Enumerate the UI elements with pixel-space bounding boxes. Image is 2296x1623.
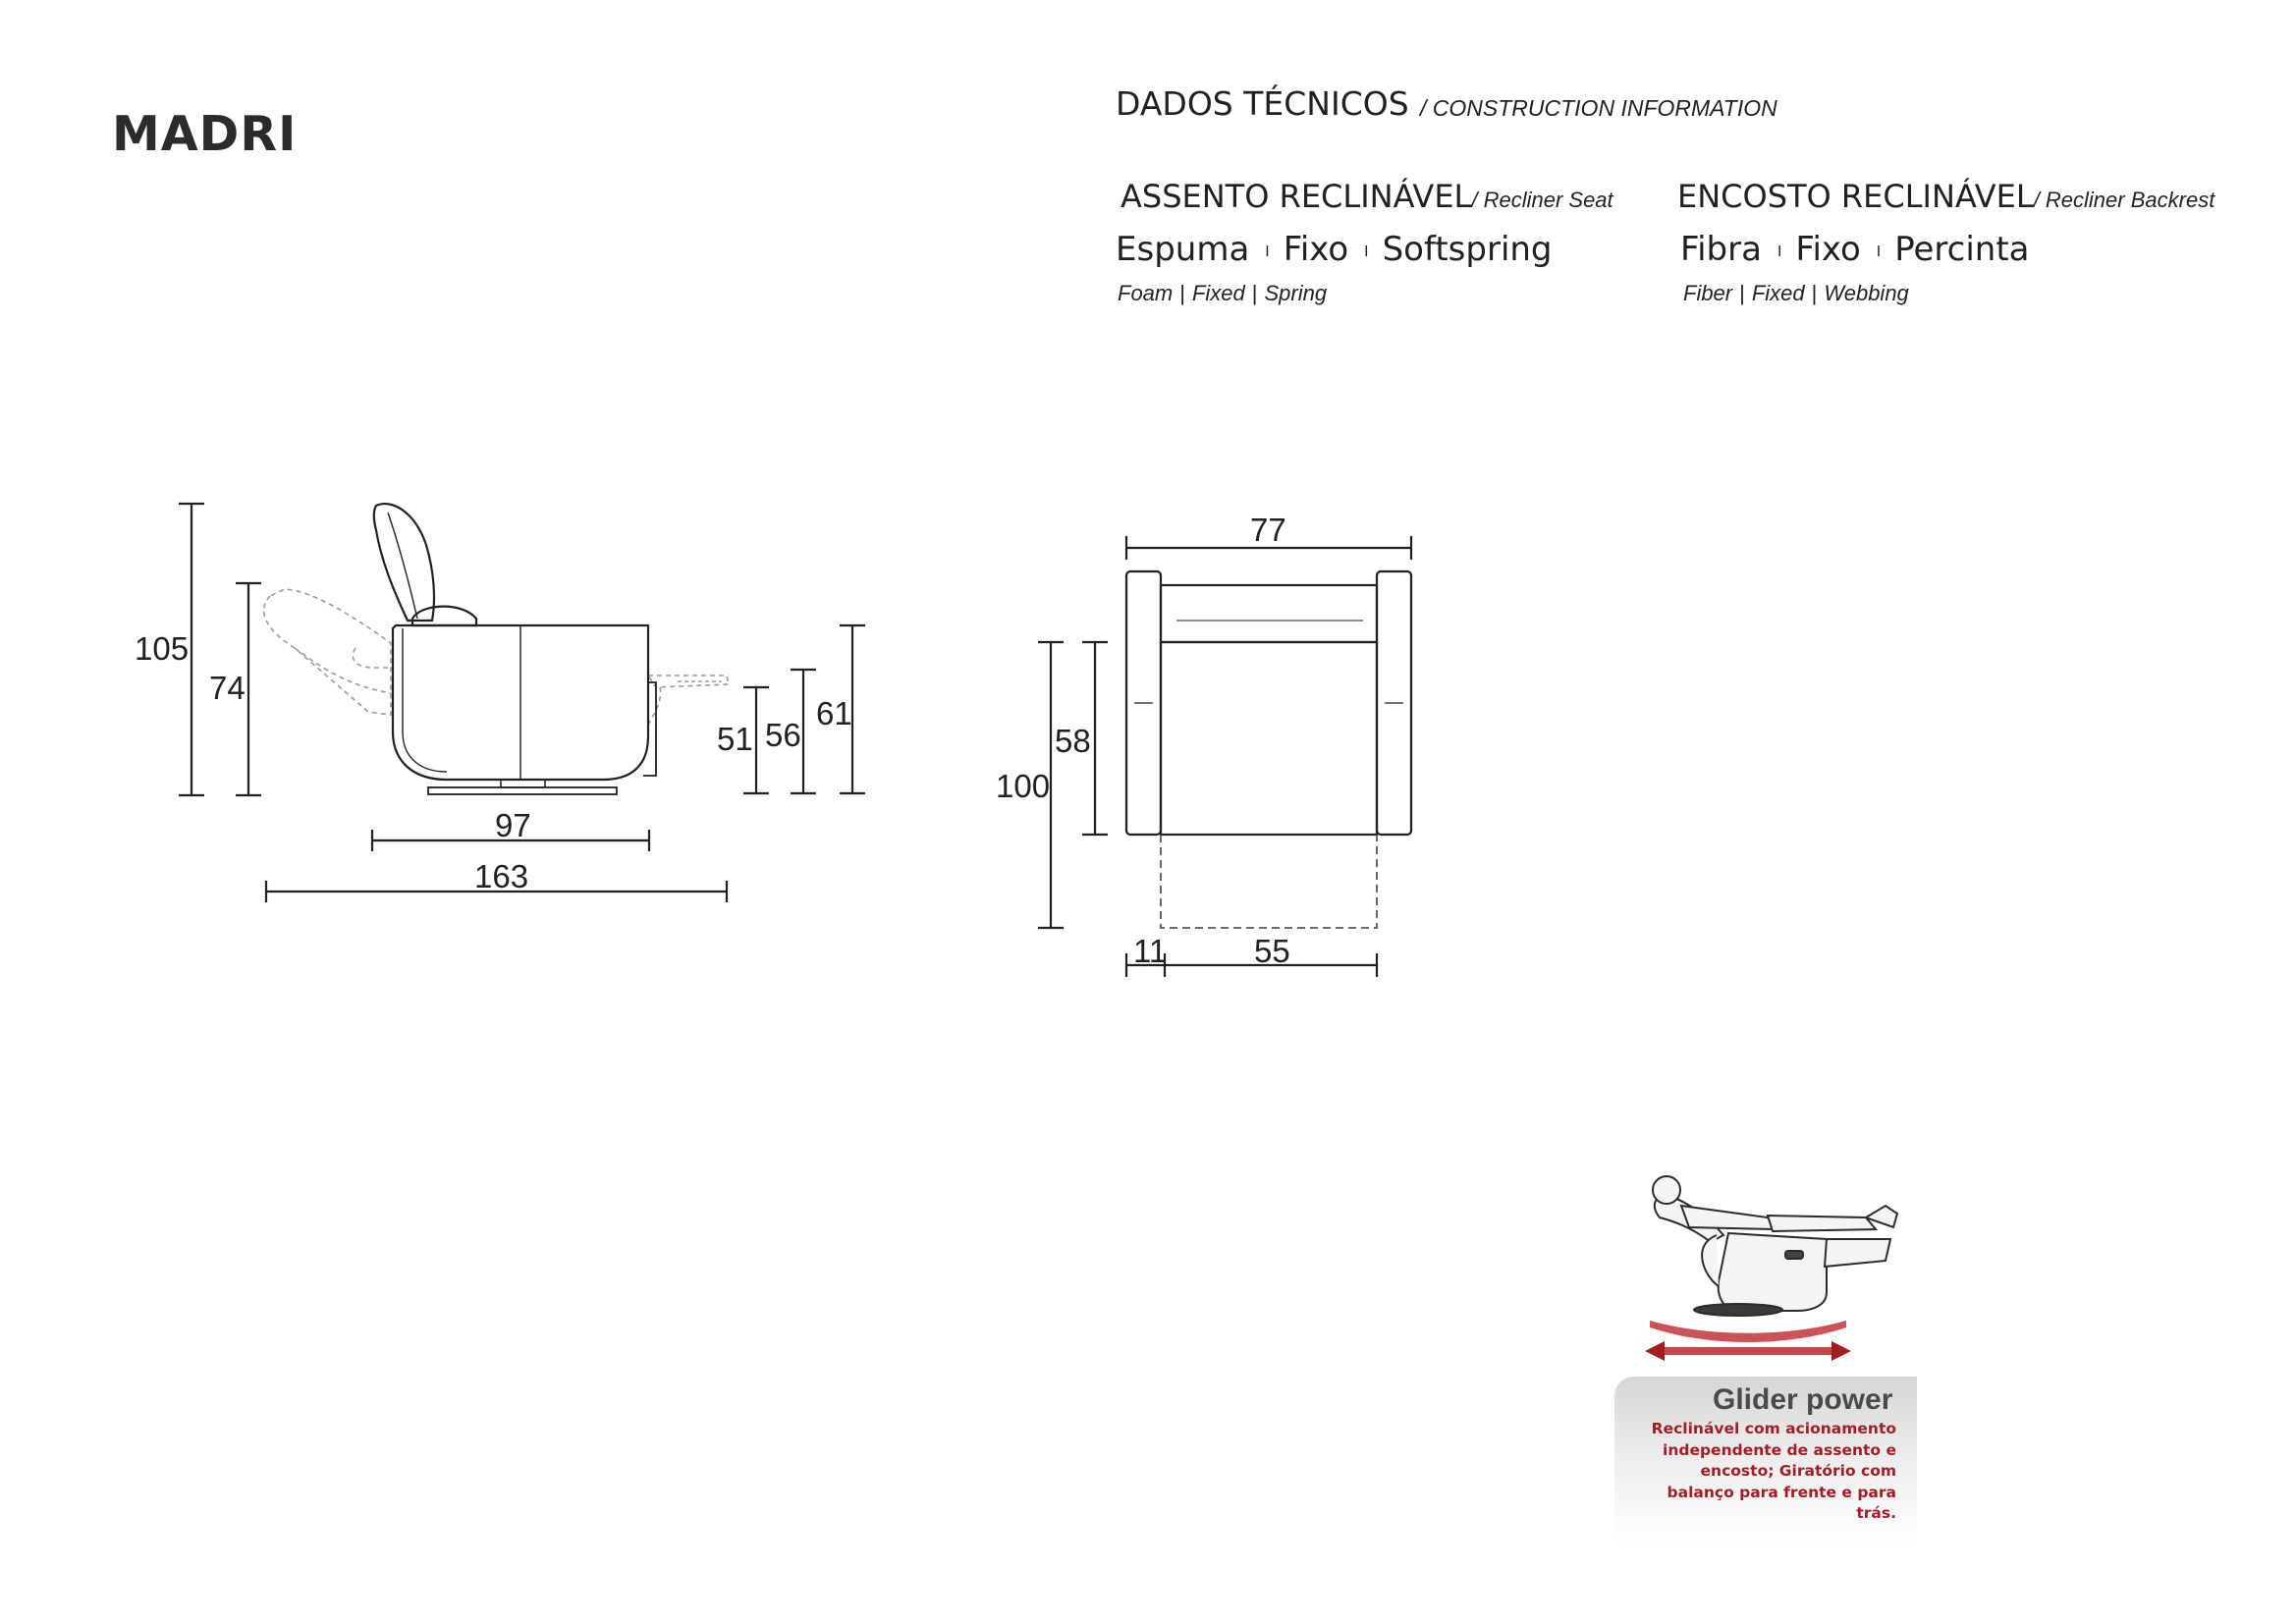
base-plate — [428, 787, 617, 794]
backrest-heading-pt: ENCOSTO RECLINÁVEL — [1677, 178, 2034, 215]
seat-option-en: Spring — [1264, 281, 1328, 305]
seat-top — [1161, 642, 1377, 835]
seat-options-en: Foam | Fixed | Spring — [1118, 281, 1328, 305]
recliner-person-illustration — [1653, 1176, 1897, 1316]
dim-seat-width: 55 — [1254, 933, 1290, 969]
footrest-extended — [1161, 835, 1377, 928]
cushion-outline — [412, 607, 476, 625]
dim-reclined-height: 74 — [209, 670, 246, 706]
dim-overall-height: 105 — [135, 630, 190, 667]
top-view-dimensions — [1038, 536, 1411, 977]
backrest-outline — [374, 504, 434, 621]
dim-footrest-height: 56 — [765, 717, 801, 753]
backrest-top — [1161, 585, 1377, 642]
reclined-outline — [264, 589, 729, 725]
backrest-option-en: Fiber — [1683, 281, 1733, 305]
dim-reclined-depth: 163 — [474, 858, 529, 894]
backrest-option: Percinta — [1894, 230, 2030, 269]
swivel-base — [501, 780, 545, 787]
dim-top-depth: 58 — [1055, 723, 1091, 759]
dim-top-reclined-depth: 100 — [996, 768, 1051, 804]
seat-option: Espuma — [1116, 230, 1250, 269]
seat-heading-pt: ASSENTO RECLINÁVEL — [1121, 178, 1472, 215]
seat-options: Espuma I Fixo I Softspring — [1116, 230, 1553, 269]
dim-arm-height: 61 — [816, 695, 852, 731]
seat-option: Softspring — [1382, 230, 1553, 269]
seat-option-en: Fixed — [1191, 281, 1245, 305]
top-view-drawing — [1126, 571, 1411, 928]
backrest-option-en: Webbing — [1824, 281, 1909, 305]
seat-option-en: Foam — [1118, 281, 1174, 305]
seat-heading-en: / Recliner Seat — [1471, 188, 1613, 212]
glider-motion-arrows — [1645, 1321, 1851, 1361]
backrest-option: Fixo — [1795, 230, 1861, 269]
dim-width: 77 — [1250, 512, 1286, 548]
technical-data-title: DADOS TÉCNICOS — [1116, 84, 1409, 123]
backrest-options-en: Fiber | Fixed | Webbing — [1683, 281, 1909, 305]
backrest-option-en: Fixed — [1751, 281, 1805, 305]
feature-title: Glider power — [1713, 1383, 1893, 1416]
side-view-drawing — [264, 504, 729, 794]
backrest-heading-en: / Recliner Backrest — [2033, 188, 2215, 212]
backrest-options: Fibra I Fixo I Percinta — [1680, 230, 2030, 269]
product-name: MADRI — [112, 106, 298, 162]
feature-description: Reclinável com acionamento independente de assento e encosto; Giratório com balanço para frente e para trás. — [1651, 1420, 1896, 1522]
dim-depth: 97 — [495, 807, 531, 843]
dim-arm-width: 11 — [1133, 933, 1168, 969]
technical-data-subtitle: / CONSTRUCTION INFORMATION — [1420, 95, 1777, 121]
backrest-option: Fibra — [1680, 230, 1762, 269]
dim-seat-height: 51 — [717, 721, 753, 757]
seat-option: Fixo — [1283, 230, 1349, 269]
